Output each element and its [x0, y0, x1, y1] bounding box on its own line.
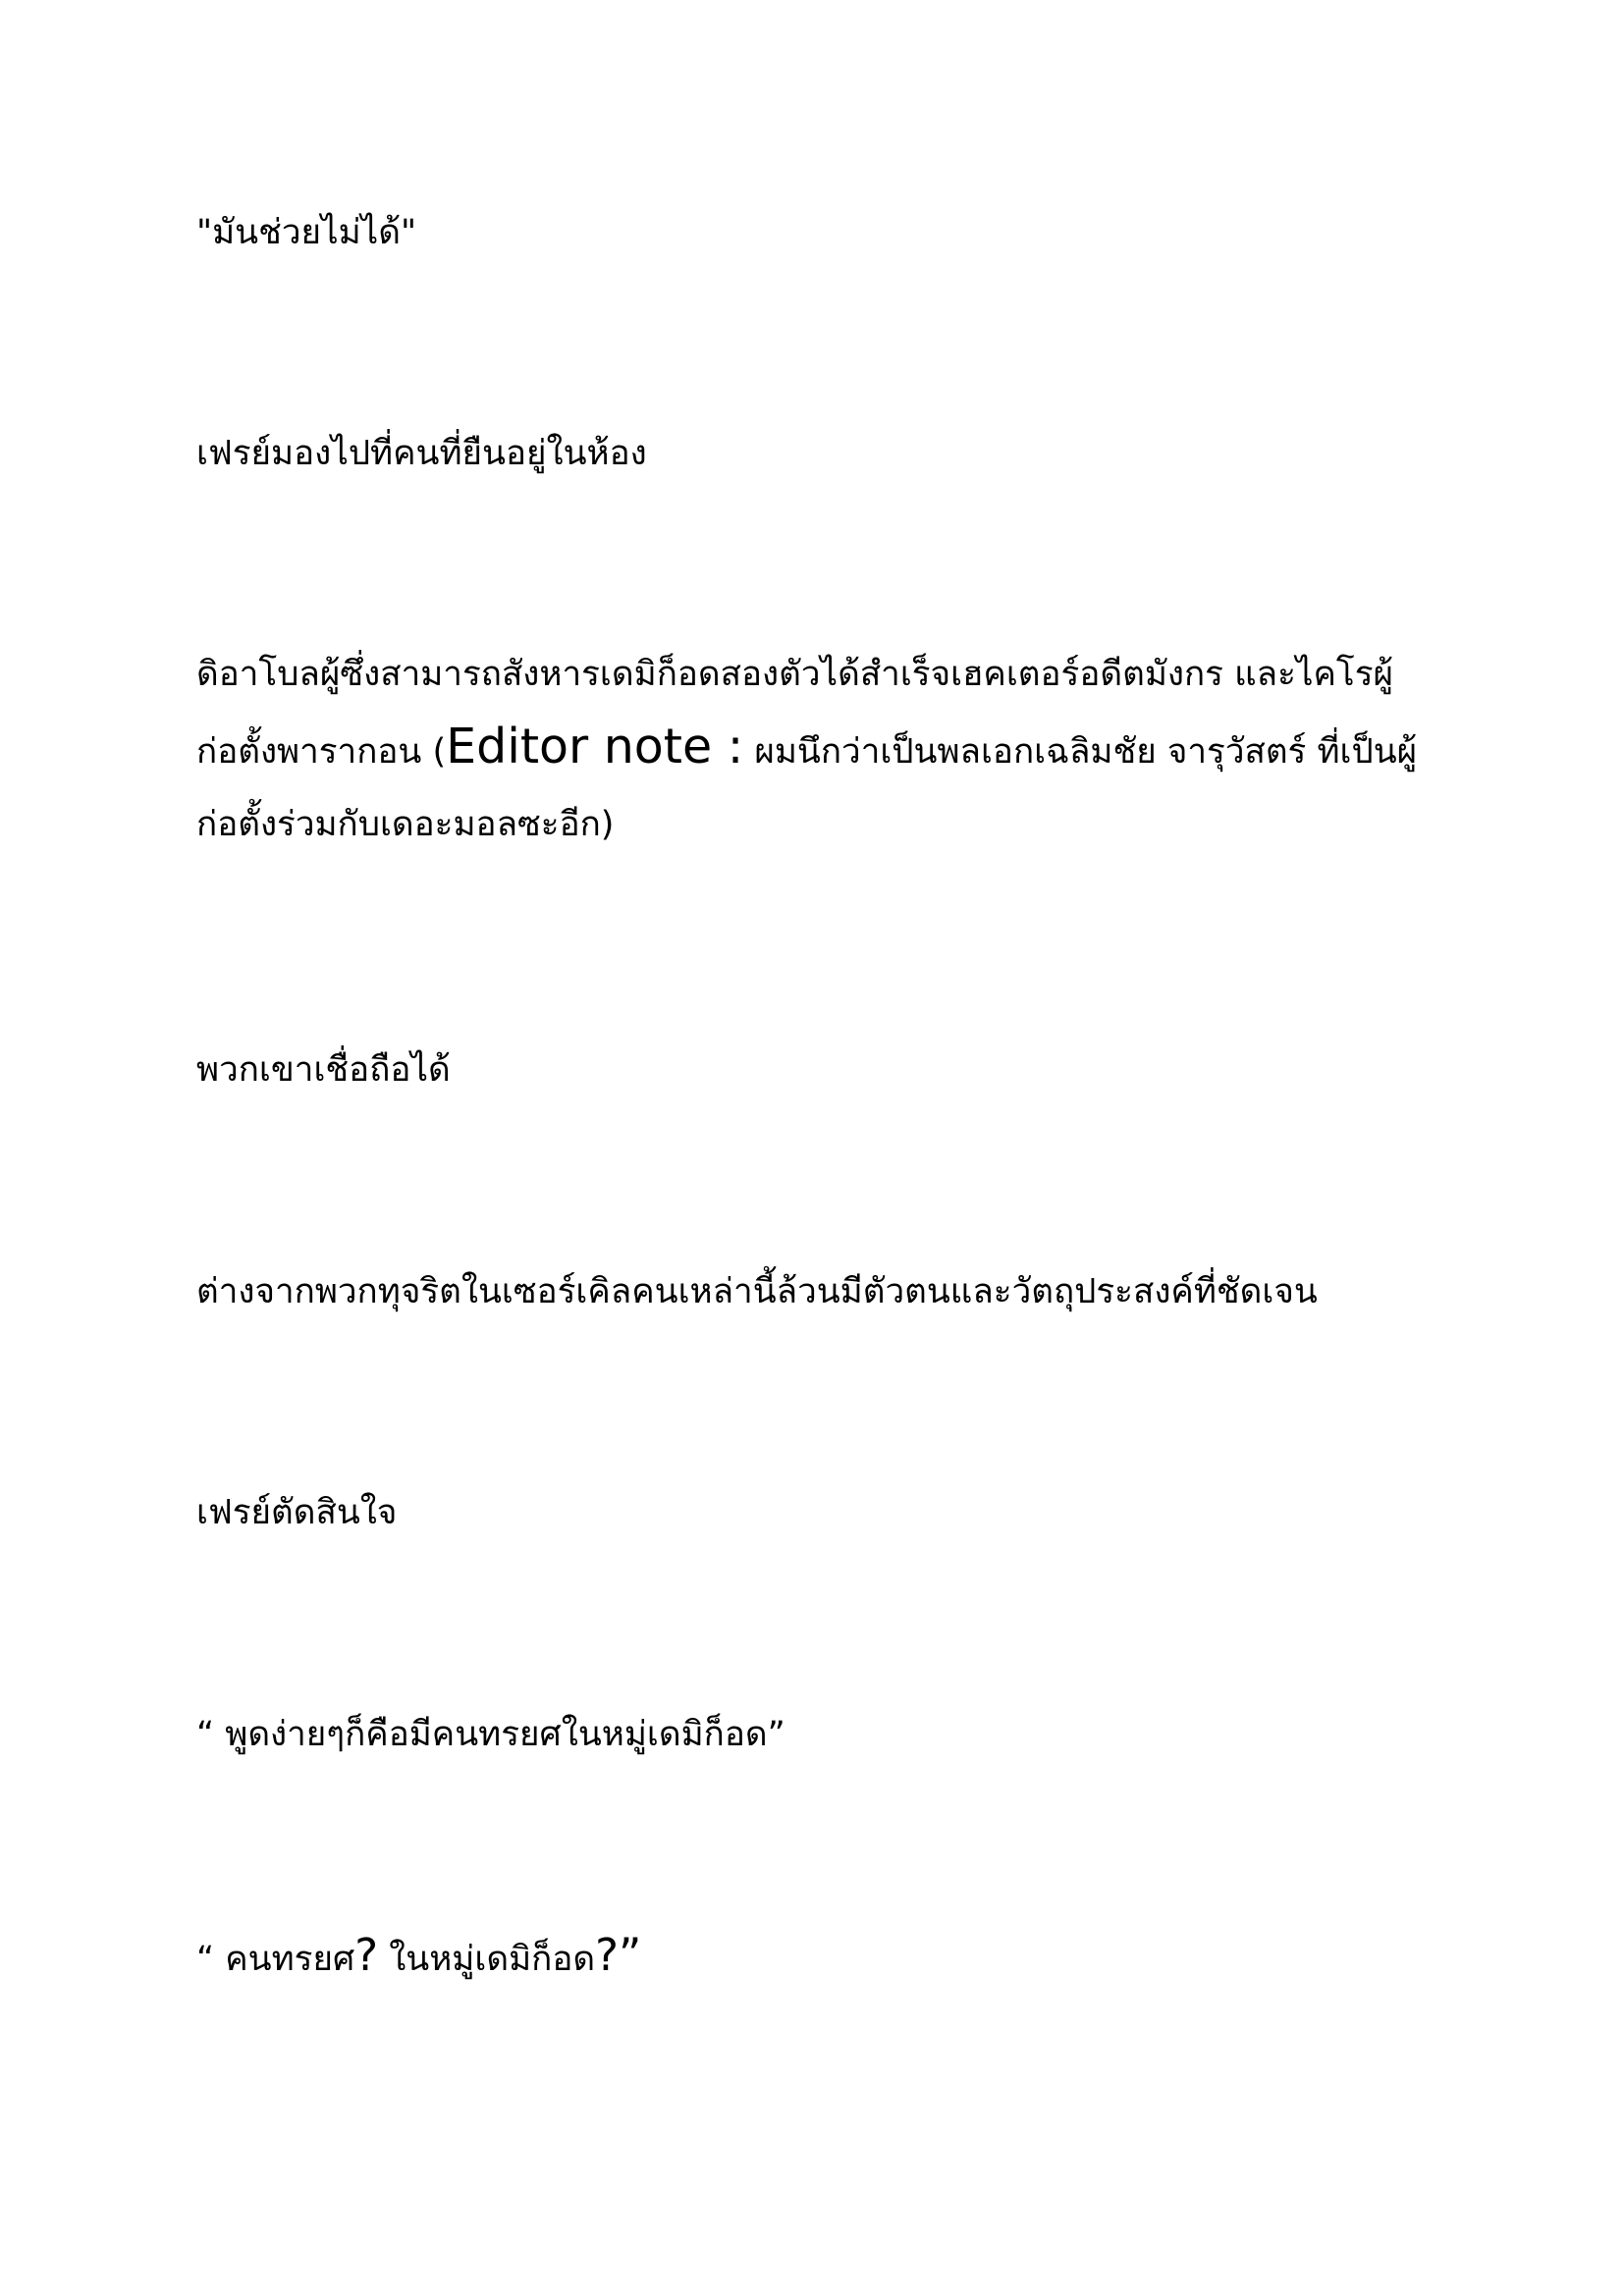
paragraph-dialogue-traitor-question [196, 1919, 1434, 1996]
paragraph-line-2 [196, 711, 1434, 788]
paragraph-line-3: ก่อตั้งร่วมกับเดอะมอลซะอีก) [196, 805, 615, 844]
paragraph-dialogue-traitor [196, 1698, 1434, 1771]
paragraph-trustworthy [196, 1034, 1434, 1106]
paragraph-text: "มันช่วยไม่ได้" [196, 213, 417, 252]
closing-question-quote: ?” [595, 1929, 642, 1981]
paragraph-diablo-hector-kairo [196, 638, 1434, 861]
paragraph-text-start: “ คนทรยศ [196, 1940, 355, 1979]
paragraph-frey-looks [196, 417, 1434, 490]
question-mark: ? [354, 1929, 379, 1981]
paragraph-unlike-corrupt [196, 1255, 1434, 1328]
paragraph-frey-decides [196, 1476, 1434, 1549]
paragraph-text: พวกเขาเชื่อถือได้ [196, 1050, 451, 1090]
paragraph-text: เฟรย์ตัดสินใจ [196, 1493, 398, 1532]
paragraph-text: “ พูดง่ายๆก็คือมีคนทรยศในหมู่เดมิก็อด” [196, 1715, 785, 1754]
paragraph-line-1: ดิอาโบลผู้ซึ่งสามารถสังหารเดมิก็อดสองตัวได้สำเร็จเฮคเตอร์อดีตมังกร และไคโรผู้ [196, 655, 1394, 694]
editor-note-text: ผมนึกว่าเป็นพลเอกเฉลิมชัย จารุวัสตร์ ที่เป็นผู้ [743, 732, 1418, 772]
paragraph-dialogue-cannot-help [196, 196, 1434, 269]
paragraph-line-2-start: ก่อตั้งพารากอน ( [196, 732, 447, 772]
paragraph-text: ต่างจากพวกทุจริตในเซอร์เคิลคนเหล่านี้ล้วนมีตัวตนและวัตถุประสงค์ที่ชัดเจน [196, 1272, 1318, 1311]
paragraph-text: เฟรย์มองไปที่คนที่ยืนอยู่ในห้อง [196, 434, 647, 473]
paragraph-text-middle: ในหมู่เดมิก็อด [378, 1940, 596, 1979]
editor-note-label: Editor note : [446, 719, 744, 774]
